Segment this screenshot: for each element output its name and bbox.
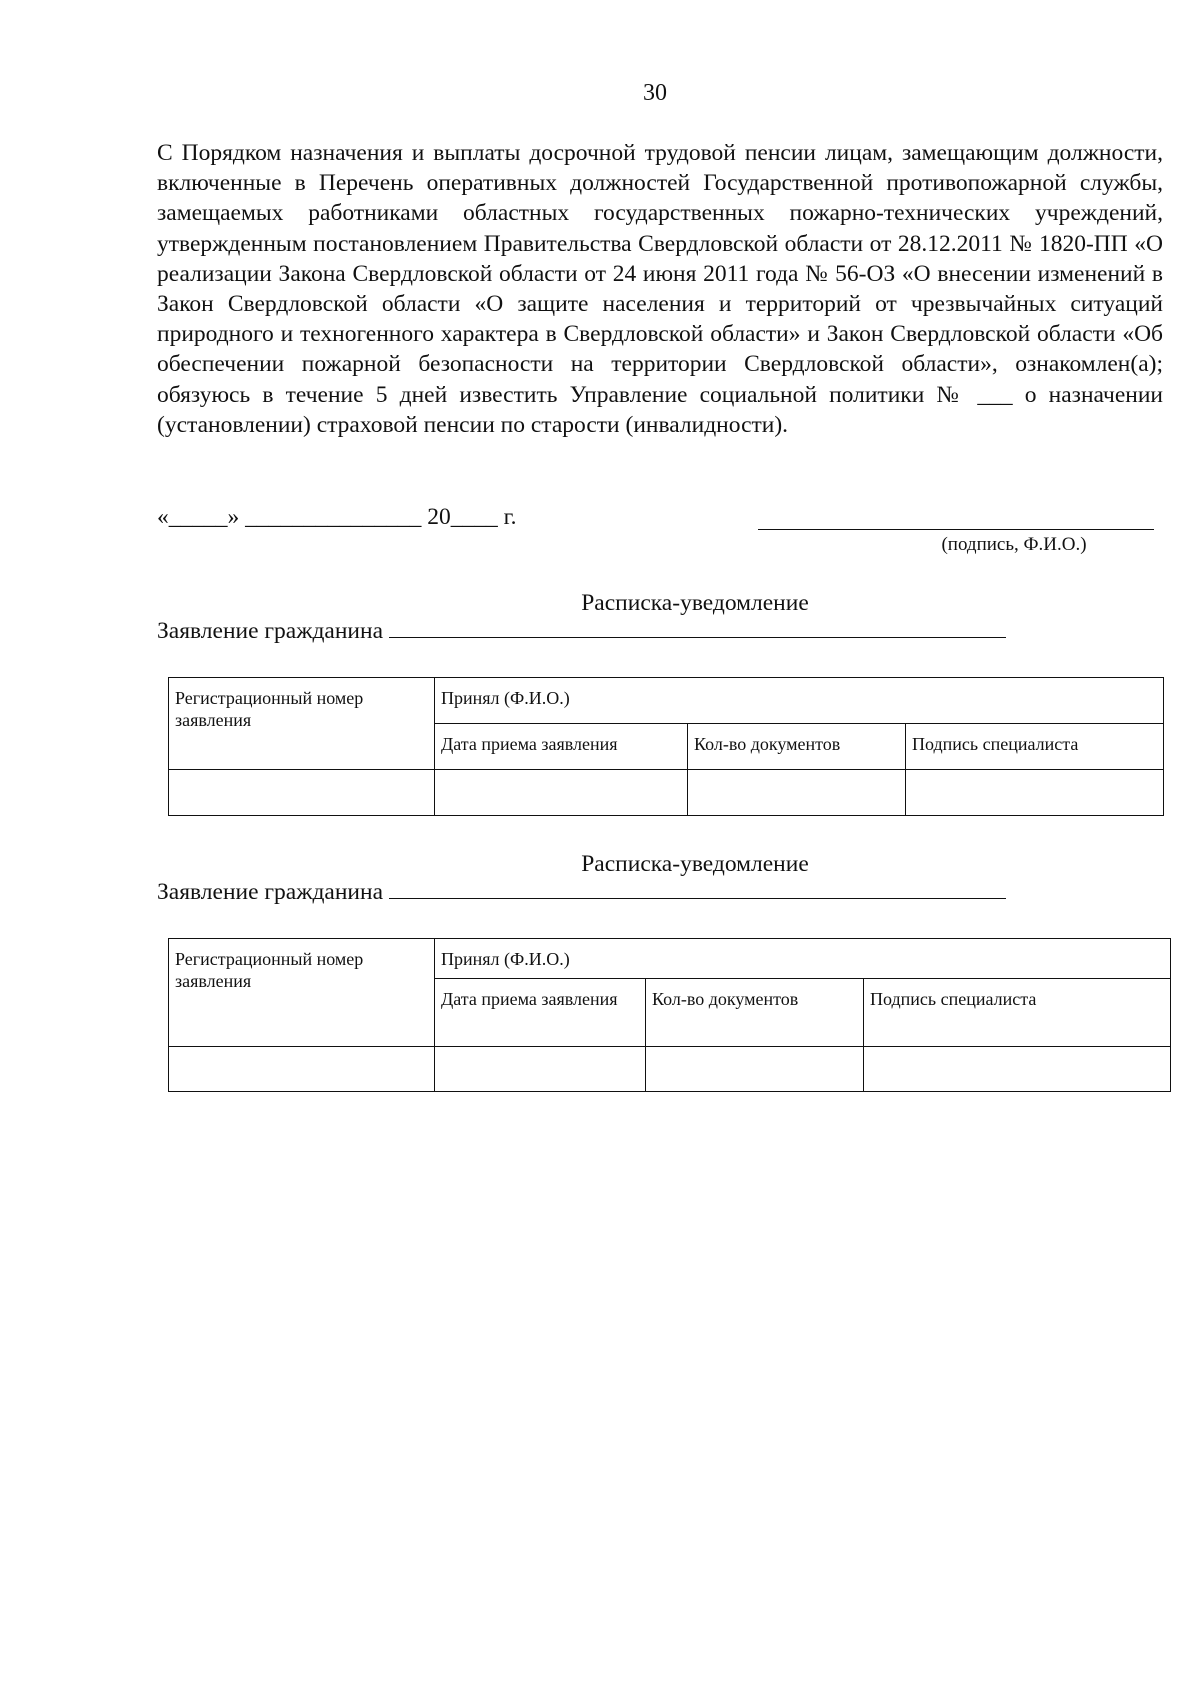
application-label: Заявление гражданина [157,618,384,644]
doc-count-header: Кол-во документов [646,979,864,1047]
receipt-table [168,677,1164,816]
accepted-by-header: Принял (Ф.И.О.) [435,678,1164,724]
date-received-cell[interactable] [435,1047,646,1092]
signature-caption: (подпись, Ф.И.О.) [941,534,1087,555]
page-number: 30 [643,80,667,106]
application-label: Заявление гражданина [157,879,384,905]
application-fill-line [389,618,1006,638]
reg-number-cell[interactable] [169,770,435,816]
date-received-header: Дата приема заявления [435,979,646,1047]
signature-line [758,529,1154,530]
acknowledgement-paragraph: С Порядком назначения и выплаты досрочной трудовой пенсии лицам, замещающим должности, включенные в Перечень оперативных должностей Государственной противопожарной службы, замещаемых работниками областных государственных пожарно-технических учреждений, утвержденным постановлением Правительства Свердловской области от 28.12.2011 № 1820-ПП «О реализации Закона Свердловской области от 24 июня 2011 года № 56-ОЗ «О внесении изменений в Закон Свердловской области «О защите населения и территорий от чрезвычайных ситуаций природного и техногенного характера в Свердловской области» и Закон Свердловской области «Об обеспечении пожарной безопасности на территории Свердловской области», ознакомлен(а); обязуюсь в течение 5 дней известить Управление социальной политики № ___ о назначении (установлении) страховой пенсии по старости (инвалидности). [157,140,1163,438]
specialist-signature-cell[interactable] [864,1047,1171,1092]
doc-count-cell[interactable] [646,1047,864,1092]
doc-count-cell[interactable] [688,770,906,816]
date-line: «_____» _______________ 20____ г. [157,504,517,530]
specialist-signature-header: Подпись специалиста [864,979,1171,1047]
application-line [157,618,1006,645]
doc-count-header: Кол-во документов [688,724,906,770]
reg-number-cell[interactable] [169,1047,435,1092]
specialist-signature-header: Подпись специалиста [906,724,1164,770]
receipt-table [168,938,1171,1092]
specialist-signature-cell[interactable] [906,770,1164,816]
application-fill-line [389,879,1006,899]
date-received-cell[interactable] [435,770,688,816]
reg-number-header: Регистрационный номер заявления [169,939,435,1047]
date-received-header: Дата приема заявления [435,724,688,770]
accepted-by-header: Принял (Ф.И.О.) [435,939,1171,979]
receipt-title: Расписка-уведомление [581,590,809,616]
receipt-title: Расписка-уведомление [581,851,809,877]
application-line [157,879,1006,906]
reg-number-header: Регистрационный номер заявления [169,678,435,770]
